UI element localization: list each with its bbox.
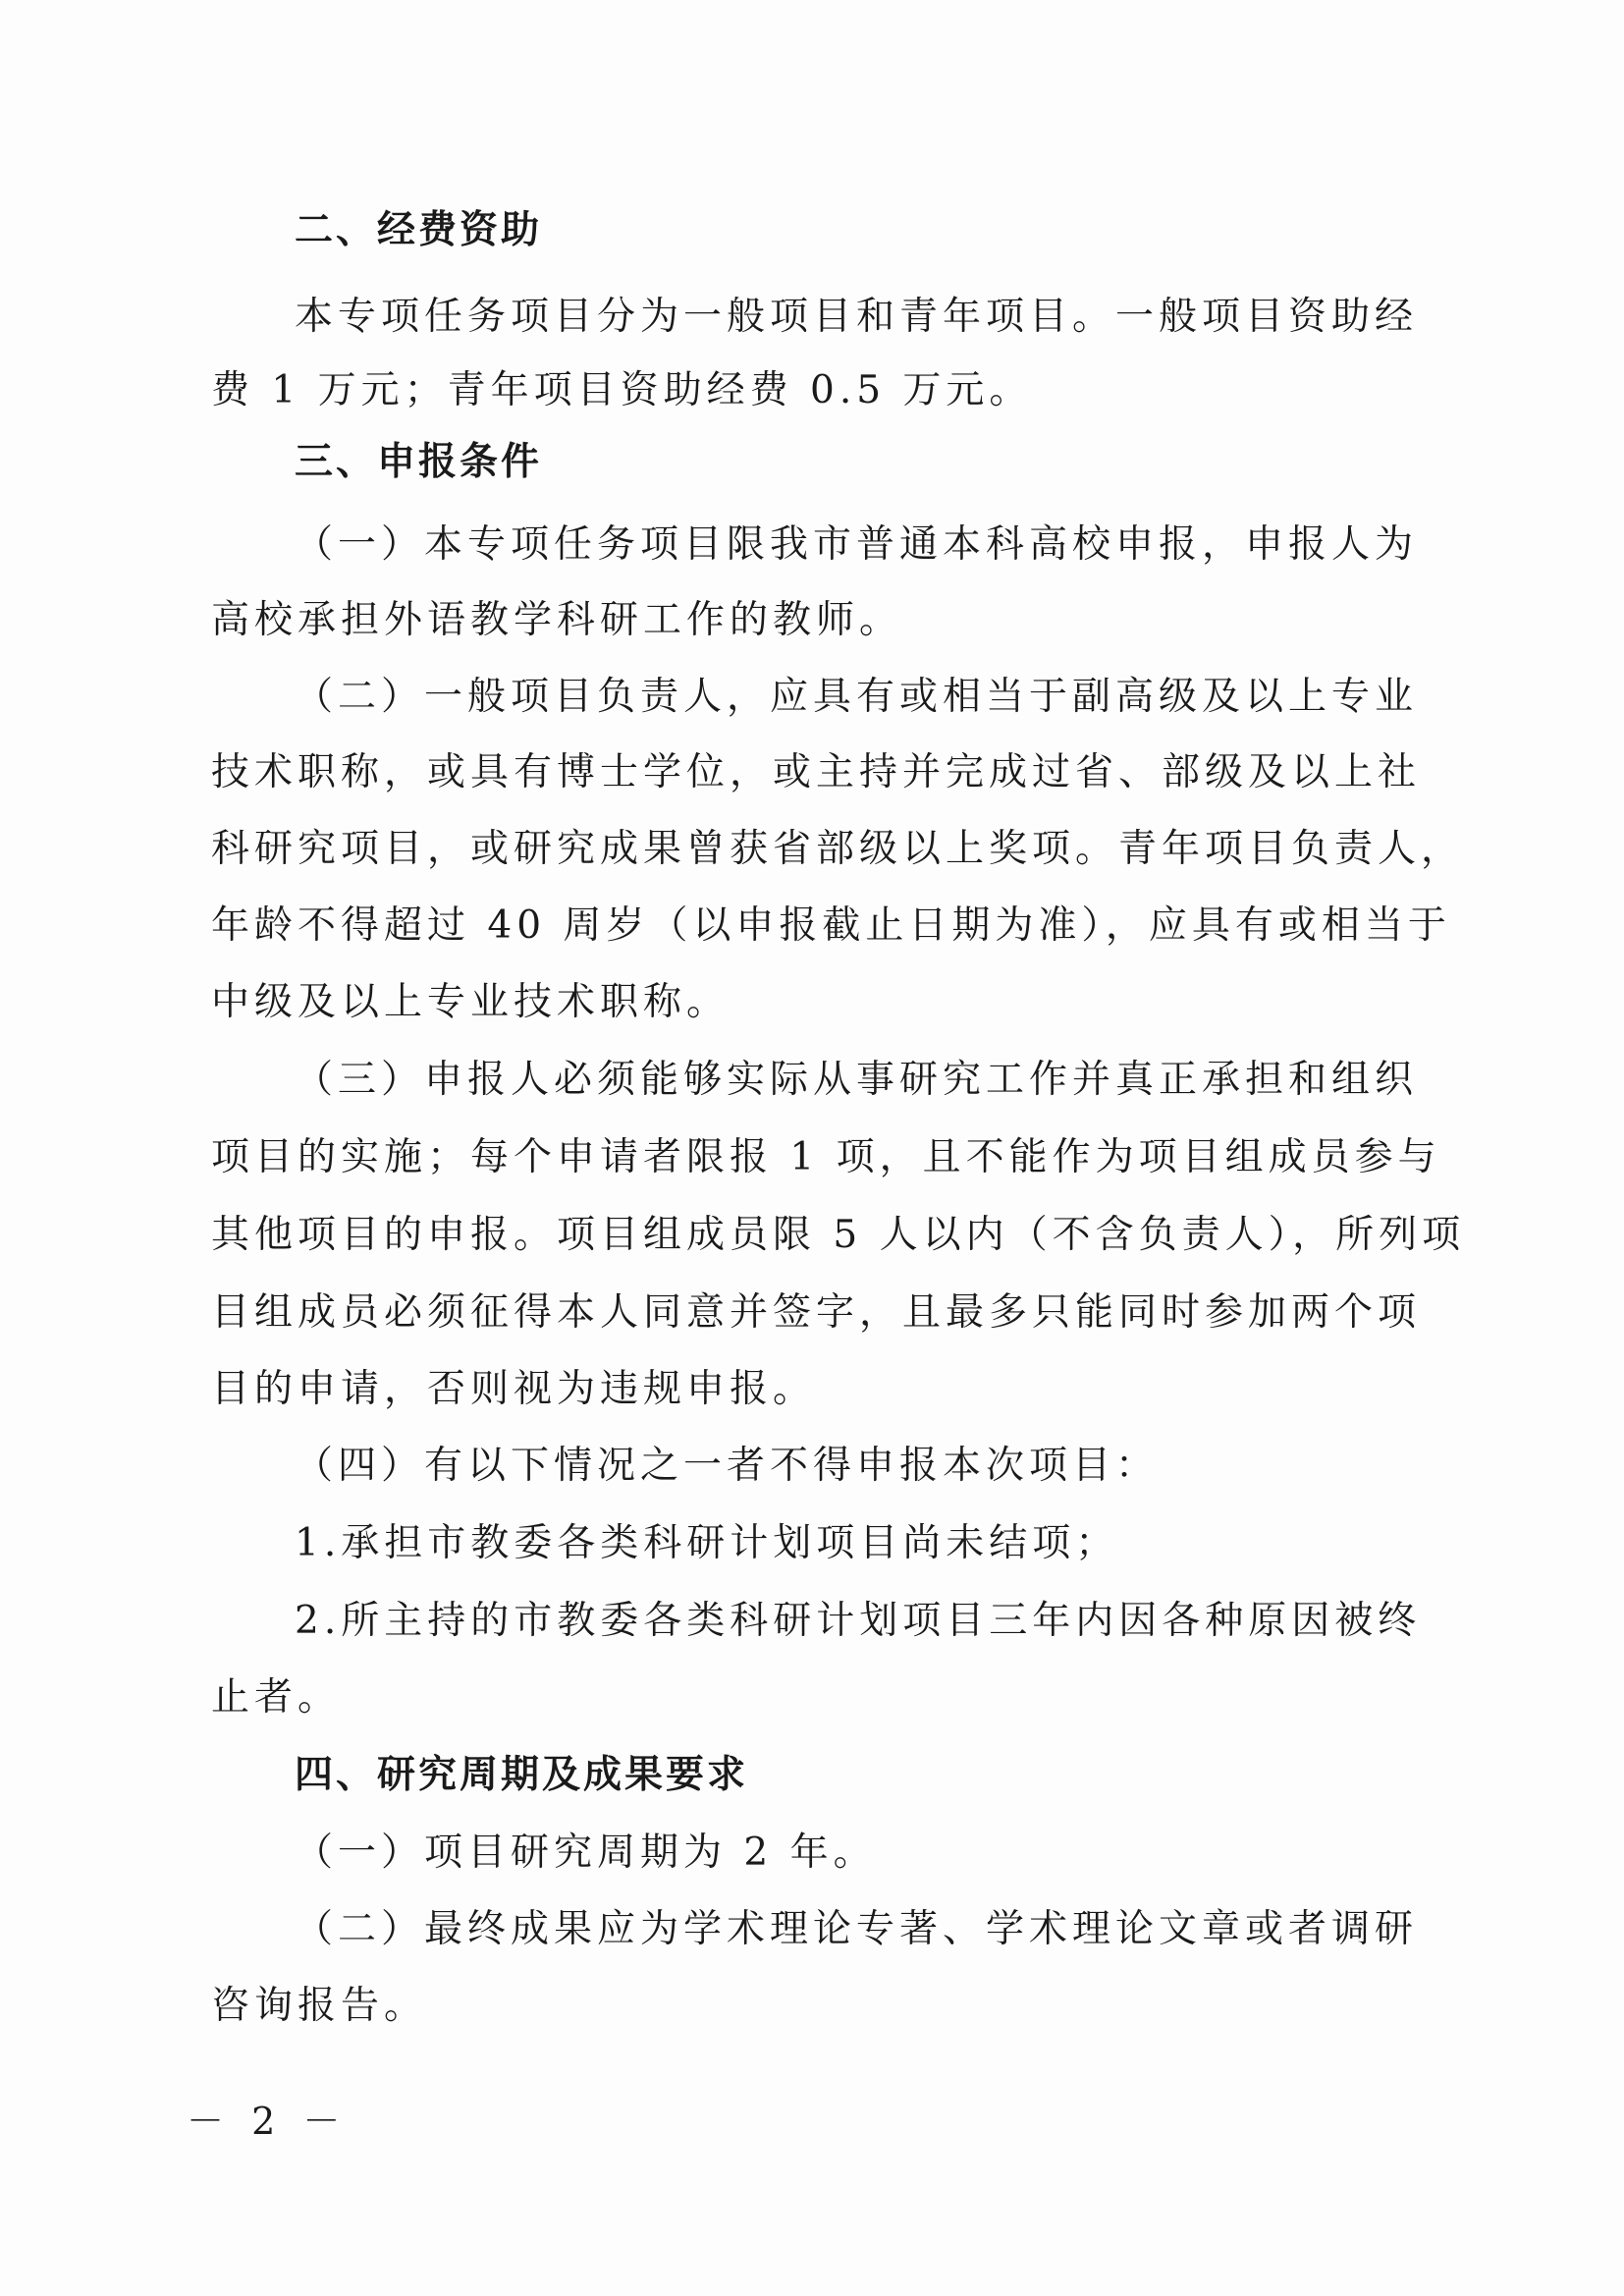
paragraph-line: 2.所主持的市教委各类科研计划项目三年内因各种原因被终 [295,1599,1422,1643]
paragraph-line: 止者。 [211,1675,342,1720]
paragraph-line: 中级及以上专业技术职称。 [211,980,731,1024]
paragraph-line: 技术职称，或具有博士学位，或主持并完成过省、部级及以上社 [211,750,1422,794]
paragraph-line: 本专项任务项目分为一般项目和青年项目。一般项目资助经 [295,295,1419,339]
page-number: － 2 － [187,2100,349,2143]
paragraph-line: 1.承担市教委各类科研计划项目尚未结项； [295,1521,1119,1565]
section-heading-eligibility: 三、申报条件 [295,440,543,484]
paragraph-line: （二）最终成果应为学术理论专著、学术理论文章或者调研 [295,1907,1419,1951]
section-heading-funding: 二、经费资助 [295,208,543,252]
paragraph-line: 其他项目的申报。项目组成员限 5 人以内（不含负责人），所列项 [211,1213,1466,1257]
paragraph-line: （四）有以下情况之一者不得申报本次项目： [295,1444,1160,1488]
paragraph-line: （二）一般项目负责人，应具有或相当于副高级及以上专业 [295,675,1419,719]
paragraph-line: （一）本专项任务项目限我市普通本科高校申报，申报人为 [295,522,1419,567]
paragraph-line: 年龄不得超过 40 周岁（以申报截止日期为准），应具有或相当于 [211,903,1451,948]
paragraph-line: （三）申报人必须能够实际从事研究工作并真正承担和组织 [295,1058,1419,1102]
paragraph-line: 咨询报告。 [211,1984,428,2028]
paragraph-line: 项目的实施；每个申请者限报 1 项，且不能作为项目组成员参与 [211,1135,1441,1179]
paragraph-line: 费 1 万元；青年项目资助经费 0.5 万元。 [211,368,1033,412]
paragraph-line: 目的申请，否则视为违规申报。 [211,1367,817,1411]
paragraph-line: 目组成员必须征得本人同意并签字，且最多只能同时参加两个项 [211,1290,1422,1335]
paragraph-line: （一）项目研究周期为 2 年。 [295,1831,877,1875]
section-heading-period: 四、研究周期及成果要求 [295,1753,749,1797]
paragraph-line: 高校承担外语教学科研工作的教师。 [211,598,903,642]
paragraph-line: 科研究项目，或研究成果曾获省部级以上奖项。青年项目负责人， [211,827,1465,871]
